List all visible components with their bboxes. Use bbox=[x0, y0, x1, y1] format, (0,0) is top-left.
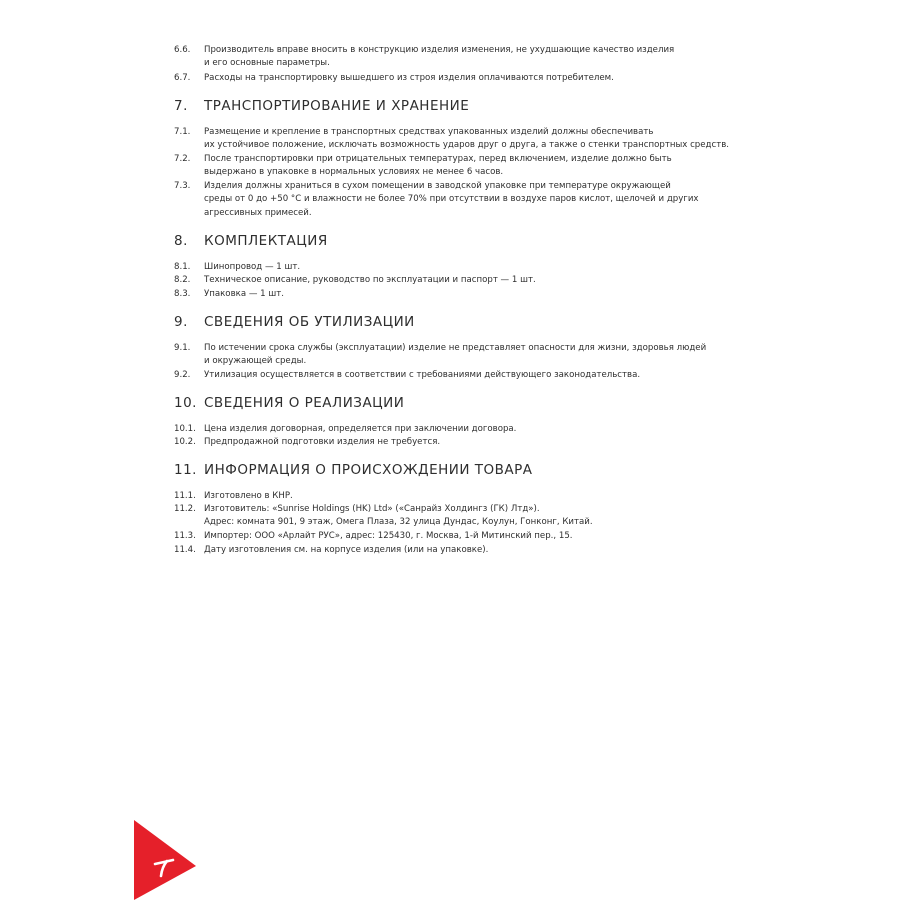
item-text: По истечении срока службы (эксплуатации) изделие не представляет опасности для жизни, здоровья людей и окружающей среды. bbox=[204, 343, 707, 367]
item-number: 11.1. bbox=[174, 491, 196, 501]
item-text: После транспортировки при отрицательных температурах, перед включением, изделие должно быть выдержано в упаковке в нормальных условиях не менее 6 часов. bbox=[204, 154, 672, 178]
heading-title: СВЕДЕНИЯ ОБ УТИЛИЗАЦИИ bbox=[204, 314, 415, 330]
item-number: 11.3. bbox=[174, 531, 196, 541]
item-number: 7.1. bbox=[174, 127, 191, 137]
item-text: Изготовитель: «Sunrise Holdings (HK) Ltd» («Санрайз Холдингз (ГК) Лтд»). Адрес: комната 901, 9 этаж, Омега Плаза, 32 улица Дундас, Коулун, Гонконг, Китай. bbox=[204, 504, 593, 528]
item-number: 6.6. bbox=[174, 45, 191, 55]
item-text: Утилизация осуществляется в соответствии с требованиями действующего законодательства. bbox=[204, 370, 641, 380]
list-item-6-6 bbox=[174, 44, 810, 71]
item-text: Изделия должны храниться в сухом помещении в заводской упаковке при температуре окружающей среды от 0 до +50 °С и влажности не более 70% при отсутствии в воздухе паров кислот, щелочей и других агрессивных примесей. bbox=[204, 181, 699, 218]
list-item-8-1 bbox=[174, 261, 810, 274]
list-item-7-1 bbox=[174, 126, 810, 153]
list-item-7-2 bbox=[174, 153, 810, 180]
section-heading-9 bbox=[174, 314, 810, 330]
item-text: Дату изготовления см. на корпусе изделия (или на упаковке). bbox=[204, 545, 489, 555]
section-heading-10 bbox=[174, 395, 810, 411]
list-item-11-2 bbox=[174, 503, 810, 530]
heading-title: ТРАНСПОРТИРОВАНИЕ И ХРАНЕНИЕ bbox=[204, 98, 470, 114]
item-text: Предпродажной подготовки изделия не требуется. bbox=[204, 437, 441, 447]
item-text: Производитель вправе вносить в конструкцию изделия изменения, не ухудшающие качество изделия и его основные параметры. bbox=[204, 45, 675, 69]
heading-number: 9. bbox=[174, 314, 188, 330]
item-number: 9.2. bbox=[174, 370, 191, 380]
item-text: Упаковка — 1 шт. bbox=[204, 289, 284, 299]
item-number: 11.4. bbox=[174, 545, 196, 555]
item-number: 7.2. bbox=[174, 154, 191, 164]
item-number: 8.3. bbox=[174, 289, 191, 299]
item-text: Размещение и крепление в транспортных средствах упакованных изделий должны обеспечивать их устойчивое положение, исключать возможность ударов друг о друга, а также о стенки транспортных средств. bbox=[204, 127, 729, 151]
list-item-8-3 bbox=[174, 288, 810, 301]
list-item-7-3 bbox=[174, 180, 810, 220]
item-number: 11.2. bbox=[174, 504, 196, 514]
heading-title: СВЕДЕНИЯ О РЕАЛИЗАЦИИ bbox=[204, 395, 405, 411]
list-item-11-1 bbox=[174, 490, 810, 503]
item-text: Техническое описание, руководство по эксплуатации и паспорт — 1 шт. bbox=[204, 275, 536, 285]
arlight-logo-icon bbox=[134, 820, 196, 900]
heading-number: 8. bbox=[174, 233, 188, 249]
list-item-9-1 bbox=[174, 342, 810, 369]
item-text: Шинопровод — 1 шт. bbox=[204, 262, 301, 272]
section-heading-7 bbox=[174, 98, 810, 114]
list-item-6-7 bbox=[174, 72, 810, 85]
item-number: 10.2. bbox=[174, 437, 196, 447]
item-number: 8.1. bbox=[174, 262, 191, 272]
item-number: 10.1. bbox=[174, 424, 196, 434]
heading-number: 10. bbox=[174, 395, 197, 411]
item-number: 9.1. bbox=[174, 343, 191, 353]
item-number: 8.2. bbox=[174, 275, 191, 285]
item-number: 6.7. bbox=[174, 73, 191, 83]
item-number: 7.3. bbox=[174, 181, 191, 191]
item-text: Цена изделия договорная, определяется при заключении договора. bbox=[204, 424, 517, 434]
heading-title: ИНФОРМАЦИЯ О ПРОИСХОЖДЕНИИ ТОВАРА bbox=[204, 462, 533, 478]
heading-number: 11. bbox=[174, 462, 197, 478]
list-item-11-3 bbox=[174, 530, 810, 543]
list-item-10-1 bbox=[174, 423, 810, 436]
heading-number: 7. bbox=[174, 98, 188, 114]
item-text: Изготовлено в КНР. bbox=[204, 491, 293, 501]
item-text: Импортер: ООО «Арлайт РУС», адрес: 125430, г. Москва, 1-й Митинский пер., 15. bbox=[204, 531, 573, 541]
item-text: Расходы на транспортировку вышедшего из строя изделия оплачиваются потребителем. bbox=[204, 73, 614, 83]
section-heading-8 bbox=[174, 233, 810, 249]
list-item-9-2 bbox=[174, 369, 810, 382]
section-heading-11 bbox=[174, 462, 810, 478]
heading-title: КОМПЛЕКТАЦИЯ bbox=[204, 233, 328, 249]
list-item-8-2 bbox=[174, 274, 810, 287]
list-item-10-2 bbox=[174, 436, 810, 449]
list-item-11-4 bbox=[174, 544, 810, 557]
